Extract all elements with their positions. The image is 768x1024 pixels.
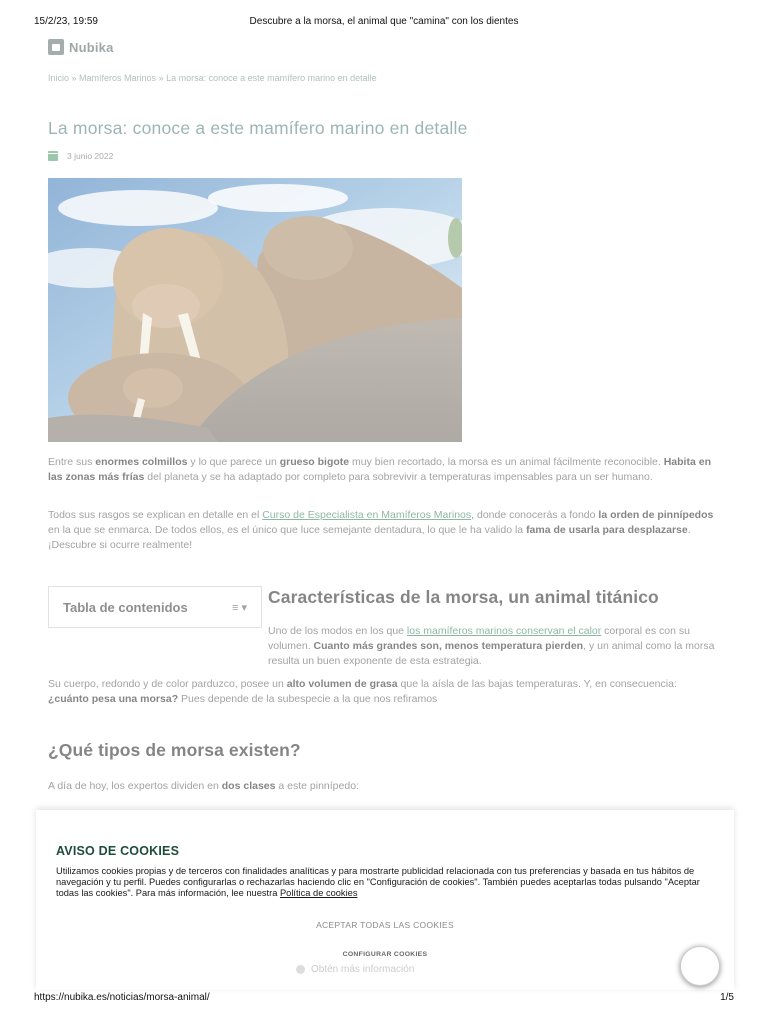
- mamiferos-calor-link[interactable]: los mamíferos marinos conservan el calor: [406, 625, 602, 637]
- bold-text: enormes colmillos: [95, 456, 188, 468]
- section1-paragraph-1: [268, 624, 720, 669]
- table-of-contents-toggle[interactable]: [48, 586, 262, 628]
- text: muy bien recortado, la morsa es un animal fácilmente reconocible.: [349, 456, 664, 468]
- toc-title: Tabla de contenidos: [63, 599, 188, 615]
- bold-text: fama de usarla para desplazarse: [526, 524, 688, 536]
- print-url: https://nubika.es/noticias/morsa-animal/: [34, 992, 210, 1003]
- cookie-banner: [36, 810, 734, 990]
- floating-chat-button[interactable]: [680, 946, 720, 986]
- walrus-illustration: [48, 178, 462, 442]
- text: Su cuerpo, redondo y de color parduzco, posee un: [48, 678, 287, 690]
- background-info-row: [296, 964, 414, 975]
- bold-text: Cuanto más grandes son, menos temperatura pierden: [313, 640, 584, 652]
- print-title: Descubre a la morsa, el animal que "camina" con los dientes: [249, 16, 519, 27]
- cookie-text-body: Utilizamos cookies propias y de terceros con finalidades analíticas y para mostrarte publicidad relacionada con tus preferencias y basada en tus hábitos de navegación y tu perfil. Puedes configurarlas o rechazarlas haciendo clic en "Configuración de cookies". También puedes aceptarlas todas pulsando "Aceptar todas las cookies". Para más información, lee nuestra: [56, 866, 700, 898]
- print-page-number: 1/5: [720, 992, 734, 1003]
- bold-text: alto volumen de grasa: [286, 678, 398, 690]
- cookie-policy-link[interactable]: Política de cookies: [279, 888, 358, 898]
- bold-text: dos clases: [221, 780, 276, 792]
- text: , y un animal como la morsa resulta un buen exponente de esta estrategia.: [268, 640, 715, 667]
- calendar-icon: [48, 151, 58, 161]
- info-dot-icon: [296, 965, 305, 974]
- text: Todos sus rasgos se explican en detalle en el: [48, 509, 263, 521]
- text: y lo que parece un: [187, 456, 280, 468]
- intro-paragraph-1: [48, 455, 720, 485]
- print-footer: [34, 992, 734, 1006]
- configure-cookies-button[interactable]: CONFIGURAR COOKIES: [300, 946, 470, 962]
- logo-icon: [48, 39, 64, 55]
- site-logo[interactable]: [48, 39, 114, 55]
- text: . ¡Descubre si ocurre realmente!: [48, 524, 691, 551]
- course-link[interactable]: Curso de Especialista en Mamíferos Marinos: [262, 509, 472, 521]
- breadcrumb-separator: »: [69, 73, 80, 83]
- accept-all-cookies-button[interactable]: ACEPTAR TODAS LAS COOKIES: [280, 916, 490, 934]
- section2-paragraph-1: [48, 779, 720, 794]
- cookie-banner-text: [56, 866, 706, 899]
- breadcrumb-category[interactable]: Mamíferos Marinos: [79, 73, 157, 83]
- text: Entre sus: [48, 456, 96, 468]
- section-heading-caracteristicas: Características de la morsa, un animal titánico: [268, 587, 659, 607]
- text: Pues depende de la subespecie a la que nos refiramos: [178, 693, 438, 705]
- breadcrumb: [48, 73, 377, 83]
- bold-text: la orden de pinnípedos: [598, 509, 714, 521]
- text: que la aísla de las bajas temperaturas. Y, en consecuencia:: [397, 678, 677, 690]
- logo-text: Nubika: [69, 39, 114, 55]
- hero-image-walruses: [48, 178, 462, 442]
- bold-text: Habita en las zonas más frías: [48, 456, 711, 483]
- bold-text: grueso bigote: [279, 456, 350, 468]
- publish-date-text: 3 junio 2022: [67, 151, 114, 161]
- text: del planeta y se ha adaptado por completo para sobrevivir a temperaturas impensables para un ser humano.: [144, 471, 653, 483]
- text: en la que se enmarca. De todos ellos, es el único que luce semejante dentadura, lo que le ha valido la: [48, 524, 527, 536]
- text: , donde conocerás a fondo: [471, 509, 599, 521]
- text: Uno de los modos en los que: [268, 625, 407, 637]
- list-menu-icon: ≡ ▾: [232, 601, 247, 614]
- breadcrumb-separator: »: [156, 73, 167, 83]
- section1-paragraph-2: [48, 677, 720, 707]
- background-info-text: Obtén más información: [311, 964, 415, 975]
- text: corporal es con su volumen.: [268, 625, 690, 652]
- bold-text: ¿cuánto pesa una morsa?: [48, 693, 179, 705]
- publish-date: [48, 151, 113, 161]
- intro-paragraph-2: [48, 508, 720, 553]
- section-heading-tipos: ¿Qué tipos de morsa existen?: [48, 740, 301, 760]
- article-title: La morsa: conoce a este mamífero marino en detalle: [48, 118, 468, 138]
- cookie-banner-title: AVISO DE COOKIES: [56, 844, 180, 858]
- breadcrumb-current: La morsa: conoce a este mamífero marino en detalle: [166, 73, 377, 83]
- breadcrumb-home[interactable]: Inicio: [48, 73, 70, 83]
- text: a este pinnípedo:: [275, 780, 359, 792]
- text: A día de hoy, los expertos dividen en: [48, 780, 222, 792]
- print-datetime: 15/2/23, 19:59: [34, 16, 98, 27]
